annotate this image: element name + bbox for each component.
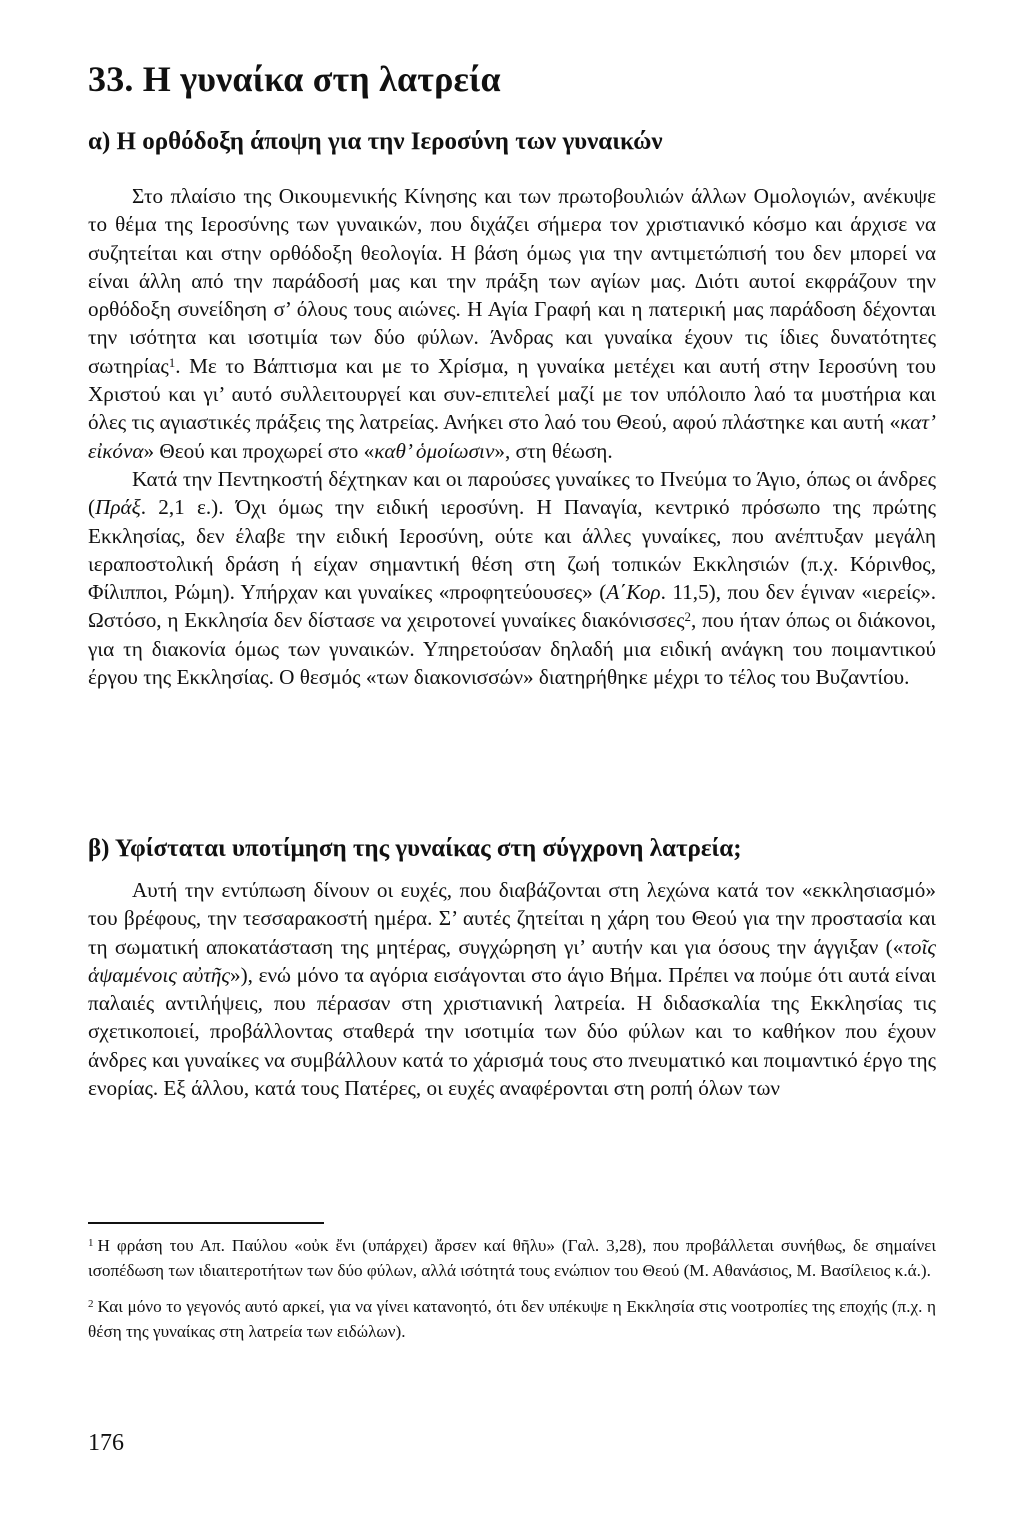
- section-a-heading: α) Η ορθόδοξη άποψη για την Ιεροσύνη των γυναικών: [88, 128, 663, 155]
- footnote-text: Και μόνο το γεγονός αυτό αρκεί, για να γίνει κατανοητό, ότι δεν υπέκυψε η Εκκλησία στις νοοτροπίες της εποχής (π.χ. η θέση της γυναίκας στη λατρεία των ειδώλων).: [88, 1297, 936, 1341]
- scripture-ref: Α΄Κορ: [606, 580, 661, 605]
- footnotes: [88, 1234, 936, 1356]
- text-run: Αυτή την εντύπωση δίνουν οι ευχές, που διαβάζονται στη λεχώνα κατά τον «εκκλησιασμό» του βρέφους, την τεσσαρακοστή ημέρα. Σ’ αυτές ζητείται η χάρη του Θεού για την προστασία και τη σωματική αποκατάσταση της μητέρας, συγχώρηση γι’ αυτήν και για όσους την άγγιξαν («: [88, 878, 936, 959]
- italic-quote: κατ’ εἰκόνα: [88, 410, 936, 463]
- footnote-marker: 1: [88, 1237, 94, 1249]
- section-b-body: [88, 876, 936, 1102]
- section-a-paragraph-1: [88, 182, 936, 465]
- section-a-body: [88, 182, 936, 691]
- section-b-paragraph-1: [88, 876, 936, 1102]
- footnote-ref-1[interactable]: 1: [168, 354, 176, 370]
- scripture-ref: Πράξ: [95, 495, 141, 520]
- footnote-text: Η φράση του Απ. Παύλου «οὐκ ἔνι (υπάρχει) ἄρσεν καί θῆλυ» (Γαλ. 3,28), που προβάλλεται συνήθως, δε σημαίνει ισοπέδωση των ιδιαιτεροτήτων των δύο φύλων, αλλά ισότητά τους ενώπιον του Θεού (Μ. Αθανάσιος, Μ. Βασίλειος κ.ά.).: [88, 1236, 936, 1280]
- footnote-divider: [88, 1222, 324, 1224]
- section-a-paragraph-2: [88, 465, 936, 691]
- footnote-2: [88, 1295, 936, 1344]
- text-run: » Θεού και προχωρεί στο «: [143, 438, 375, 463]
- page-number: 176: [88, 1430, 124, 1456]
- italic-quote: καθ’ ὁμοίωσιν: [374, 438, 495, 463]
- text-run: , που ήταν όπως οι διάκονοι, για τη διακονία όμως των γυναικών. Υπηρετούσαν δηλαδή μια ειδική ανάγκη του ποιμαντικού έργου της Εκκλησίας. Ο θεσμός «των διακονισσών» διατηρήθηκε μέχρι το τέλος του Βυζαντίου.: [88, 608, 936, 690]
- text-run: », στη θέωση.: [494, 438, 613, 463]
- text-run: . Με το Βάπτισμα και με το Χρίσμα, η γυναίκα μετέχει και αυτή στην Ιεροσύνη του Χριστού και γι’ αυτό συλλειτουργεί και συν-επιτελεί μαζί με τον υπόλοιπο λαό τα μυστήρια και όλες τις αγιαστικές πράξεις της λατρείας. Ανήκει στο λαό του Θεού, αφού πλάστηκε και αυτή «: [88, 353, 936, 435]
- italic-quote: τοῖς ἁψαμένοις αὐτῆς: [88, 934, 936, 987]
- text-run: . 2,1 ε.). Όχι όμως την ειδική ιεροσύνη. Η Παναγία, κεντρικό πρόσωπο της πρώτης Εκκλησίας, δεν έλαβε την ειδική Ιεροσύνη, ούτε και άλλες γυναίκες, που ανέπτυξαν μεγάλη ιεραποστολική δράση ή είχαν σημαντική θέση στη ζωή τοπικών Εκκλησιών (π.χ. Κόρινθος, Φίλιπποι, Ρώμη). Υπήρχαν και γυναίκες «προφητεύουσες» (: [88, 495, 936, 605]
- footnote-1: [88, 1234, 936, 1283]
- text-run: »), ενώ μόνο τα αγόρια εισάγονται στο άγιο Βήμα. Πρέπει να πούμε ότι αυτά είναι παλαιές αντιλήψεις, που πέρασαν στη χριστιανική λατρεία. Η διδασκαλία της Εκκλησίας τις σχετικοποιεί, προβάλλοντας σταθερά την ισοτιμία των δύο φύλων και το καθήκον που έχουν άνδρες και γυναίκες να συμβάλλουν κατά το χάρισμά τους στο πνευματικό και ποιμαντικό έργο της ενορίας. Εξ άλλου, κατά τους Πατέρες, οι ευχές αναφέρονται στη ροπή όλων των: [88, 962, 937, 1101]
- section-b-heading: β) Υφίσταται υποτίμηση της γυναίκας στη σύγχρονη λατρεία;: [88, 835, 742, 862]
- text-run: . 11,5), που δεν έγιναν «ιερείς». Ωστόσο, η Εκκλησία δεν δίστασε να χειροτονεί γυναίκες διακόνισσες: [88, 580, 936, 633]
- footnote-ref-2[interactable]: 2: [684, 609, 691, 625]
- chapter-title: 33. Η γυναίκα στη λατρεία: [88, 59, 501, 99]
- text-run: Κατά την Πεντηκοστή δέχτηκαν και οι παρούσες γυναίκες το Πνεύμα το Άγιο, όπως οι άνδρες (: [88, 466, 936, 520]
- text-run: Στο πλαίσιο της Οικουμενικής Κίνησης και των πρωτοβουλιών άλλων Ομολογιών, ανέκυψε το θέμα της Ιεροσύνης των γυναικών, που διχάζει σήμερα τον χριστιανικό κόσμο και άρχισε να συζητείται και στην ορθόδοξη θεολογία. Η βάση όμως για την αντιμετώπισή του δεν μπορεί να είναι άλλη από την παράδοσή μας και την πράξη των αγίων μας. Διότι αυτοί εκφράζουν την ορθόδοξη συνείδηση σ’ όλους τους αιώνες. Η Αγία Γραφή και η πατερική μας παράδοση δέχονται την ισότητα και ισοτιμία των δύο φύλων. Άνδρας και γυναίκα έχουν τις ίδιες δυνατότητες σωτηρίας: [88, 184, 936, 378]
- footnote-marker: 2: [88, 1298, 94, 1310]
